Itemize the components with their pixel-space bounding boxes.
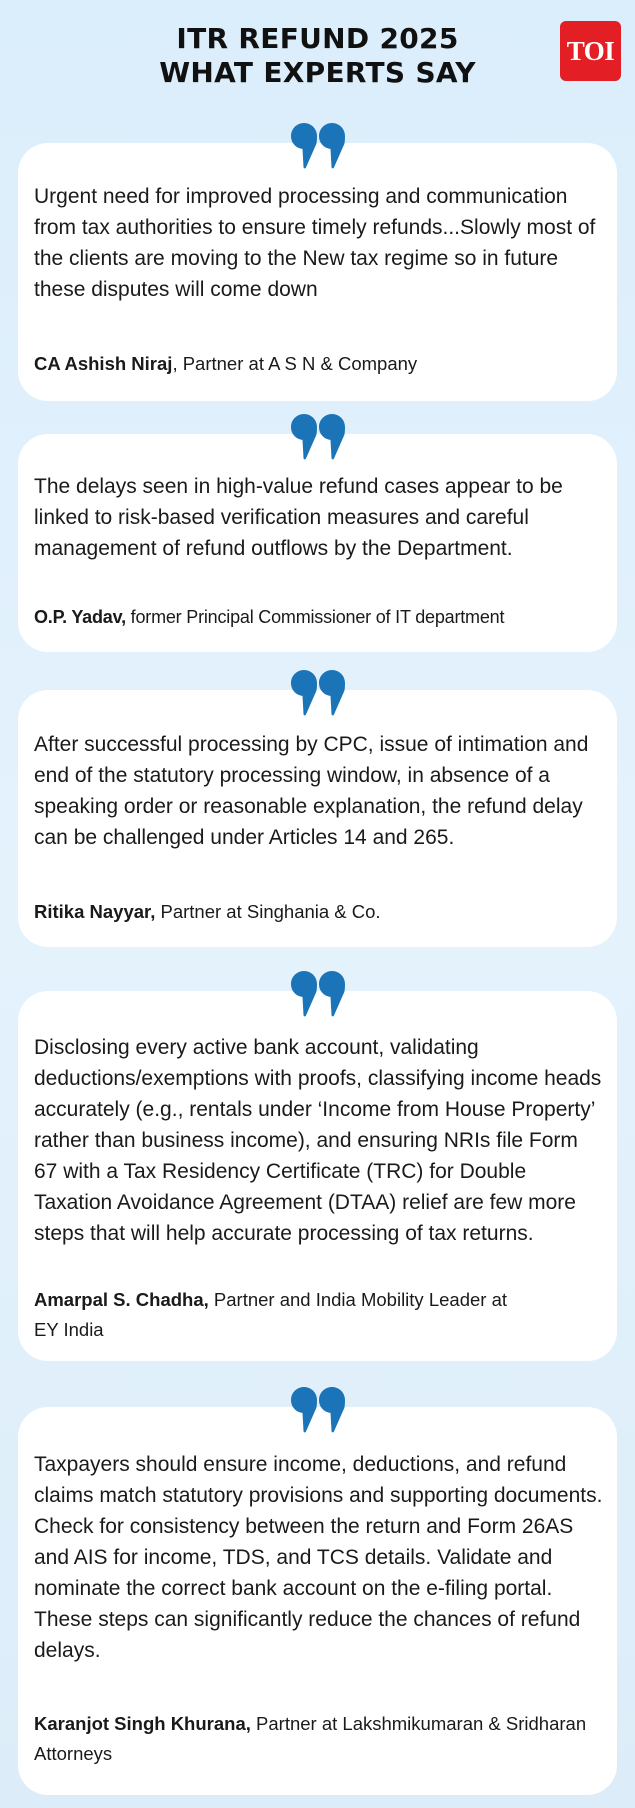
expert-role: Partner at Singhania & Co. <box>155 901 381 922</box>
quote-text: The delays seen in high-value refund cases appear to be linked to risk-based verification measures and careful management of refund outflows by the Department. <box>34 475 563 560</box>
double-quote-icon <box>291 123 345 169</box>
quote-attribution <box>34 1709 599 1769</box>
quote-text: Disclosing every active bank account, validating deductions/exemptions with proofs, classifying income heads accurately (e.g., rentals under ‘Income from House Property’ rather than business income), and ensuring NRIs file Form 67 with a Tax Residency Certificate (TRC) for Double Taxation Avoidance Agreement (DTAA) relief are few more steps that will help accurate processing of tax returns. <box>34 1036 602 1245</box>
expert-name: Karanjot Singh Khurana, <box>34 1713 251 1734</box>
quote-attribution <box>34 349 607 379</box>
expert-role: , Partner at A S N & Company <box>172 353 418 374</box>
quote-card-2 <box>18 434 617 652</box>
expert-name: O.P. Yadav, <box>34 607 126 627</box>
double-quote-icon <box>291 1387 345 1433</box>
expert-name: Ritika Nayyar, <box>34 901 156 922</box>
header <box>0 22 635 90</box>
page-title-line-2: WHAT EXPERTS SAY <box>159 56 476 89</box>
quote-text: After successful processing by CPC, issue of intimation and end of the statutory processing window, in absence of a speaking order or reasonable explanation, the refund delay can be challenged under Articles 14 and 265. <box>34 733 589 849</box>
toi-logo: TOI <box>560 21 621 81</box>
quote-text: Urgent need for improved processing and communication from tax authorities to ensure timely refunds...Slowly most of the clients are moving to the New tax regime so in future these disputes will come down <box>34 185 596 301</box>
quote-card-4 <box>18 991 617 1361</box>
quote-attribution <box>34 897 607 927</box>
expert-role: Partner and India Mobility Leader at EY India <box>34 1289 507 1340</box>
quote-text: Taxpayers should ensure income, deductions, and refund claims match statutory provisions and supporting documents. Check for consistency between the return and Form 26AS and AIS for income, TDS, and TCS details. Validate and nominate the correct bank account on the e-filing portal. These steps can significantly reduce the chances of refund delays. <box>34 1453 603 1662</box>
expert-name: Amarpal S. Chadha, <box>34 1289 209 1310</box>
expert-role: Partner at Lakshmikumaran & Sridharan Attorneys <box>34 1713 587 1764</box>
page-title-line-1: ITR REFUND 2025 <box>176 22 459 55</box>
quote-card-3 <box>18 690 617 947</box>
double-quote-icon <box>291 414 345 460</box>
double-quote-icon <box>291 670 345 716</box>
quote-card-1 <box>18 143 617 401</box>
expert-name: CA Ashish Niraj <box>34 353 173 374</box>
quote-attribution <box>34 1285 512 1345</box>
quote-attribution <box>34 602 607 632</box>
double-quote-icon <box>291 971 345 1017</box>
quote-card-5 <box>18 1407 617 1795</box>
expert-role: former Principal Commissioner of IT department <box>125 607 505 627</box>
